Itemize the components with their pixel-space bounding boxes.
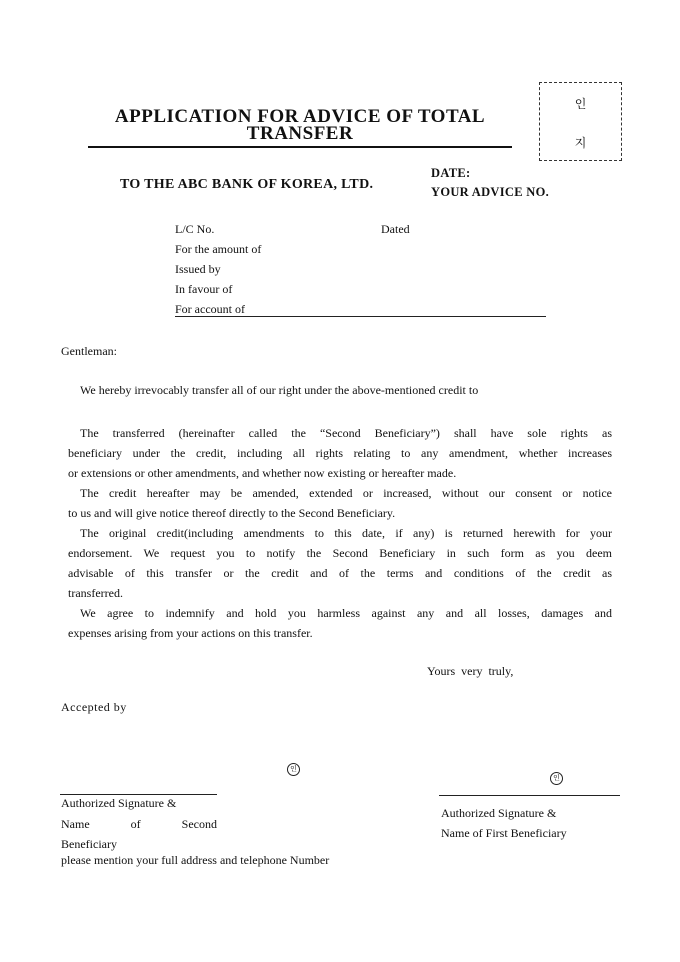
para4-line: expenses arising from your actions on this transfer. [68,626,313,640]
word: of [130,817,141,831]
title-underline [88,146,512,148]
para2-line: The credit hereafter may be amended, extended or increased, without our consent or notice [80,486,612,500]
para3-line: transferred. [68,586,123,600]
salutation: Gentleman: [61,344,117,358]
addressee: TO THE ABC BANK OF KOREA, LTD. [120,177,374,192]
first-beneficiary-label-1: Authorized Signature & [441,806,557,820]
para2-line: to us and will give notice thereof directly to the Second Beneficiary. [68,506,396,520]
title-line-2: TRANSFER [246,123,354,144]
document-title [88,108,512,142]
word: Second [181,817,217,831]
seal-stamp-box[interactable] [539,82,622,161]
word: Name [61,817,90,831]
paragraph-indemnify [68,603,612,643]
seal-box-top-char: 인 [574,97,587,111]
advice-no-label: YOUR ADVICE NO. [431,185,550,199]
seal-mark-icon: 인 [287,763,300,776]
address-note: please mention your full address and telephone Number [61,853,330,867]
seal-mark-icon: 인 [550,772,563,785]
first-beneficiary-label-2: Name of First Beneficiary [441,826,567,840]
first-beneficiary-signature-line[interactable] [439,795,620,796]
lc-no-label: L/C No. [175,222,215,236]
issued-by-label: Issued by [175,262,221,276]
dated-label: Dated [381,222,410,236]
para1-line: The transferred (hereinafter called the “Second Beneficiary”) shall have sole rights as [80,426,612,440]
paragraph-sole-rights [68,423,612,483]
account-of-field-line[interactable] [175,316,546,317]
second-beneficiary-label-3: Beneficiary [61,837,117,851]
paragraph-endorsement [68,523,612,603]
closing: Yours very truly, [427,664,514,678]
transfer-statement: We hereby irrevocably transfer all of our right under the above-mentioned credit to [80,383,479,397]
accepted-by: Accepted by [61,700,127,714]
second-beneficiary-label-2 [61,817,217,832]
para3-line: The original credit(including amendments to this date, if any) is returned herewith for your [80,526,612,540]
second-beneficiary-label-1: Authorized Signature & [61,796,177,810]
date-label: DATE: [431,166,471,180]
second-beneficiary-signature-line[interactable] [60,794,217,795]
account-of-label: For account of [175,302,245,316]
title-line-1: APPLICATION FOR ADVICE OF TOTAL [114,106,486,127]
in-favour-label: In favour of [175,282,233,296]
para4-line: We agree to indemnify and hold you harmless against any and all losses, damages and [80,606,612,620]
para3-line: advisable of this transfer or the credit and of the terms and conditions of the credit as [68,566,612,580]
paragraph-amendments [68,483,612,523]
para3-line: endorsement. We request you to notify the Second Beneficiary in such form as you deem [68,546,612,560]
para1-line: or extensions or other amendments, and whether now existing or hereafter made. [68,466,457,480]
para1-line: beneficiary under the credit, including all rights relating to any amendment, whether increases [68,446,612,460]
amount-label: For the amount of [175,242,262,256]
seal-box-bottom-char: 지 [574,136,587,150]
